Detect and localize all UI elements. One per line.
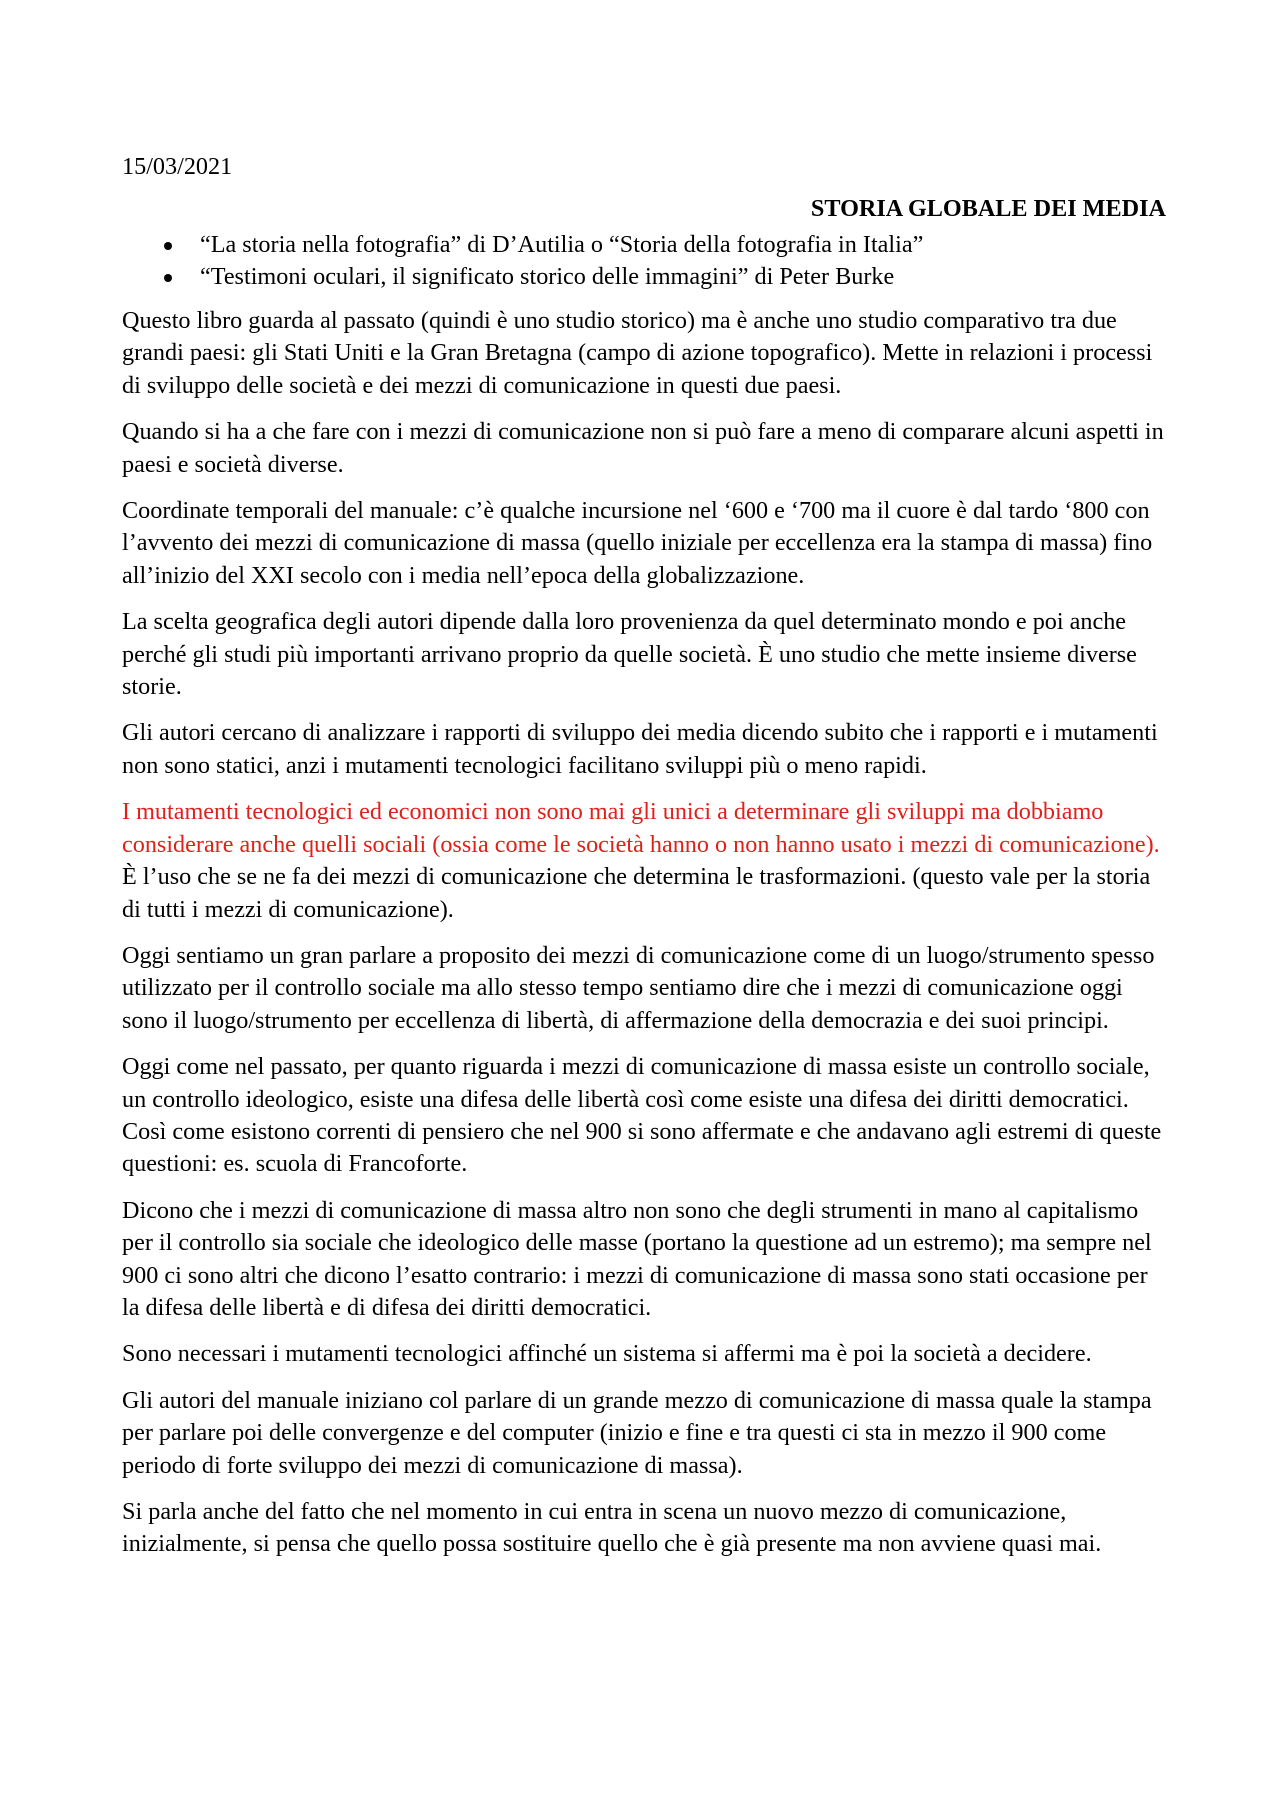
paragraph-time-coordinates: Coordinate temporali del manuale: c’è qualche incursione nel ‘600 e ‘700 ma il cuore è dal tardo ‘800 con l’avvento dei mezzi di comunicazione di massa (quello iniziale per eccellenza era la stampa di massa) fino all’inizio del XXI secolo con i media nell’epoca della globalizzazione. xyxy=(122,497,1153,589)
reference-text: “La storia nella fotografia” di D’Autilia o “Storia della fotografia in Italia” xyxy=(200,231,924,258)
document-date: 15/03/2021 xyxy=(122,153,233,180)
reference-item xyxy=(122,229,1166,261)
reference-list xyxy=(122,229,1166,293)
highlighted-text: I mutamenti tecnologici ed economici non sono mai gli unici a determinare gli sviluppi ma dobbiamo considerare anche quelli sociali (ossia come le società hanno o non hanno usato i mezzi di comunicazione). xyxy=(122,798,1160,858)
paragraph-compare-aspects: Quando si ha a che fare con i mezzi di comunicazione non si può fare a meno di comparare alcuni aspetti in paesi e società diverse. xyxy=(122,418,1164,478)
paragraph-comparative-study: Questo libro guarda al passato (quindi è uno studio storico) ma è anche uno studio comparativo tra due grandi paesi: gli Stati Uniti e la Gran Bretagna (campo di azione topografico). Mette in relazioni i processi di sviluppo delle società e dei mezzi di comunicazione in questi due paesi. xyxy=(122,307,1153,399)
paragraph-past-and-present: Oggi come nel passato, per quanto riguarda i mezzi di comunicazione di massa esiste un controllo sociale, un controllo ideologico, esiste una difesa delle libertà così come esiste una difesa dei diritti democratici. Così come esistono correnti di pensiero che nel 900 si sono affermate e che andavano agli estremi di queste questioni: es. scuola di Francoforte. xyxy=(122,1053,1162,1178)
paragraph-social-changes xyxy=(122,796,1166,926)
paragraph-manual-structure: Gli autori del manuale iniziano col parlare di un grande mezzo di comunicazione di massa quale la stampa per parlare poi delle convergenze e del computer (inizio e fine e tra questi ci sta in mezzo il 900 come periodo di forte sviluppo dei mezzi di comunicazione di massa). xyxy=(122,1386,1152,1479)
paragraph-development-relations: Gli autori cercano di analizzare i rapporti di sviluppo dei media dicendo subito che i rapporti e i mutamenti non sono statici, anzi i mutamenti tecnologici facilitano sviluppi più o meno rapidi. xyxy=(122,719,1158,779)
paragraph-text: È l’uso che se ne fa dei mezzi di comunicazione che determina le trasformazioni. (questo vale per la storia di tutti i mezzi di comunicazione). xyxy=(122,863,1151,923)
paragraph-new-medium: Si parla anche del fatto che nel momento in cui entra in scena un nuovo mezzo di comunicazione, inizialmente, si pensa che quello possa sostituire quello che è già presente ma non avviene quasi mai. xyxy=(122,1498,1102,1558)
document-body xyxy=(122,151,1166,1561)
bullet-icon xyxy=(164,242,172,250)
paragraph-capitalism: Dicono che i mezzi di comunicazione di massa altro non sono che degli strumenti in mano al capitalismo per il controllo sia sociale che ideologico delle masse (portano la questione ad un estremo); ma sempre nel 900 ci sono altri che dicono l’esatto contrario: i mezzi di comunicazione di massa sono stati occasione per la difesa delle libertà e di difesa dei diritti democratici. xyxy=(122,1196,1152,1321)
paragraph-geographic-choice: La scelta geografica degli autori dipende dalla loro provenienza da quel determinato mondo e poi anche perché gli studi più importanti arrivano proprio da quelle società. È uno studio che mette insieme diverse storie. xyxy=(122,608,1137,701)
document-title: STORIA GLOBALE DEI MEDIA xyxy=(810,195,1166,222)
paragraph-social-control: Oggi sentiamo un gran parlare a proposito dei mezzi di comunicazione come di un luogo/strumento spesso utilizzato per il controllo sociale ma allo stesso tempo sentiamo dire che i mezzi di comunicazione oggi sono il luogo/strumento per eccellenza di libertà, di affermazione della democrazia e dei suoi principi. xyxy=(122,941,1155,1034)
reference-text: “Testimoni oculari, il significato storico delle immagini” di Peter Burke xyxy=(200,263,895,290)
paragraph-society-decides: Sono necessari i mutamenti tecnologici affinché un sistema si affermi ma è poi la società a decidere. xyxy=(122,1340,1092,1368)
bullet-icon xyxy=(164,274,172,282)
reference-item xyxy=(122,261,1166,293)
